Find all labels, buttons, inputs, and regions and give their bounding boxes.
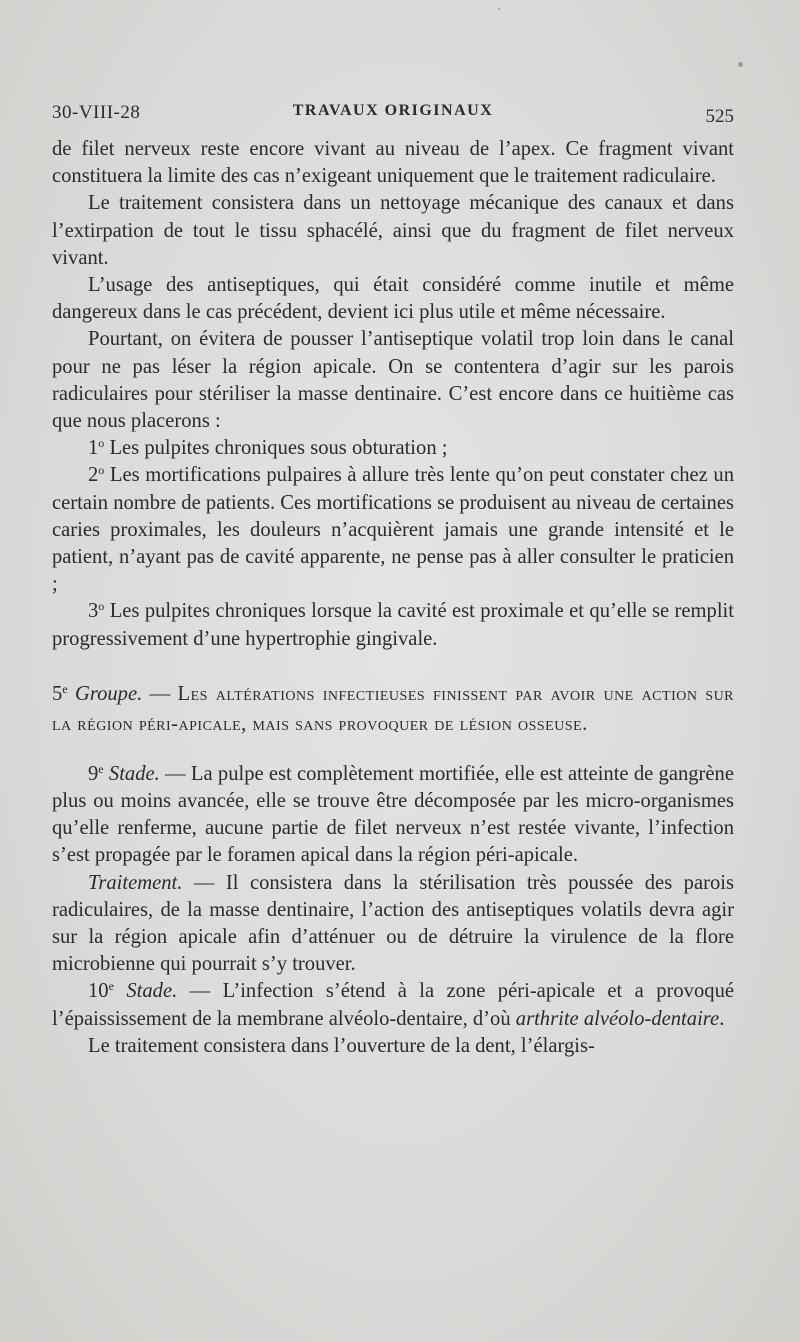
list-item-number: 3 (88, 600, 99, 623)
list-item-text: Les pulpites chroniques sous obturation ; (109, 437, 448, 460)
list-item-1 (52, 435, 734, 462)
paragraph-final: Le traitement consistera dans l’ouverture de la dent, l’élargis- (88, 1034, 595, 1057)
paragraph-stade-9 (52, 761, 734, 870)
list-item-text: Les pulpites chroniques lorsque la cavité est proximale et qu’elle se remplit progressivement d’une hypertrophie gingivale. (52, 600, 735, 650)
paper-speck (738, 62, 743, 67)
paragraph-continuation: de filet nerveux reste encore vivant au niveau de l’apex. Ce fragment vivant constituera la limite des cas n’exigeant uniquement que le traitement radiculaire. (52, 138, 734, 188)
running-head (52, 96, 734, 136)
paragraph-traitement-9 (52, 870, 734, 979)
ordinal-suffix: o (98, 463, 105, 478)
stade-text: — La pulpe est complètement mortifiée, elle est atteinte de gangrène plus ou moins avancée, elle se trouve être décomposée par les micro-organismes qu’elle renferme, aucune partie de filet nerveux n’est restée vivante, l’infection s’est propagée par le foramen apical dans la région péri-apicale. (52, 762, 734, 867)
paragraph-antiseptiques: L’usage des antiseptiques, qui était considéré comme inutile et même dangereux dans le cas précédent, devient ici plus utile et même nécessaire. (52, 274, 734, 324)
header-section-title: TRAVAUX ORIGINAUX (292, 102, 494, 119)
paragraph-stade-10 (52, 978, 734, 1032)
paragraph-traitement-8: Le traitement consistera dans un nettoyage mécanique des canaux et dans l’extirpation de tout le tissu sphacélé, ainsi que du fragment de filet nerveux vivant. (52, 192, 734, 269)
paragraph-pourtant: Pourtant, on évitera de pousser l’antiseptique volatil trop loin dans le canal pour ne pas léser la région apicale. On se contentera d’agir sur les parois radiculaires pour stériliser la masse dentinaire. C’est encore dans ce huitième cas que nous placerons : (52, 328, 734, 433)
ordinal-suffix: e (98, 761, 104, 776)
stade-number: 10 (88, 980, 109, 1003)
book-page (52, 96, 734, 1060)
traitement-label: Traitement. (88, 871, 183, 894)
group-label: Groupe. (74, 682, 143, 705)
ordinal-suffix: o (98, 436, 105, 451)
list-item-text: Les mortifications pulpaires à allure très lente qu’on peut constater chez un certain nombre de patients. Ces mortifications se produisent au niveau de certaines caries proximales, les douleurs n’acquièrent jamais une grande intensité et le patient, n’ayant pas de cavité apparente, ne pense pas à aller consulter le praticien ; (52, 464, 734, 596)
ordinal-suffix: e (108, 979, 114, 994)
page-number: 525 (705, 106, 734, 127)
list-item-3 (52, 598, 734, 652)
group-dash: — (142, 682, 178, 705)
ordinal-suffix: e (62, 681, 68, 696)
list-item-2 (52, 462, 734, 598)
stade-term: arthrite alvéolo-dentaire (515, 1007, 720, 1030)
stade-number: 9 (88, 762, 99, 785)
stade-text: — L’infection s’étend à la zone péri-apicale et a provoqué l’épaississement de la membrane alvéolo-dentaire, d’où (52, 980, 735, 1030)
stade-label: Stade. (126, 980, 178, 1003)
stade-label: Stade. (108, 762, 160, 785)
ordinal-suffix: o (98, 599, 105, 614)
header-date: 30-VIII-28 (52, 102, 141, 123)
list-item-number: 1 (88, 437, 99, 460)
stade-end: . (719, 1007, 725, 1030)
paper-speck (498, 8, 500, 10)
group-heading (52, 679, 734, 739)
group-title: Les altérations infectieuses finissent par avoir une action sur la région péri-apicale, mais sans provoquer de lésion osseuse. (52, 682, 735, 735)
list-item-number: 2 (88, 464, 99, 487)
traitement-text: — Il consistera dans la stérilisation très poussée des parois radiculaires, de la masse dentinaire, l’action des antiseptiques volatils devra agir sur la région apicale afin d’atténuer ou de détruire la virulence de la flore microbienne qui pourrait s’y trouver. (52, 871, 734, 976)
group-number: 5 (52, 682, 63, 705)
